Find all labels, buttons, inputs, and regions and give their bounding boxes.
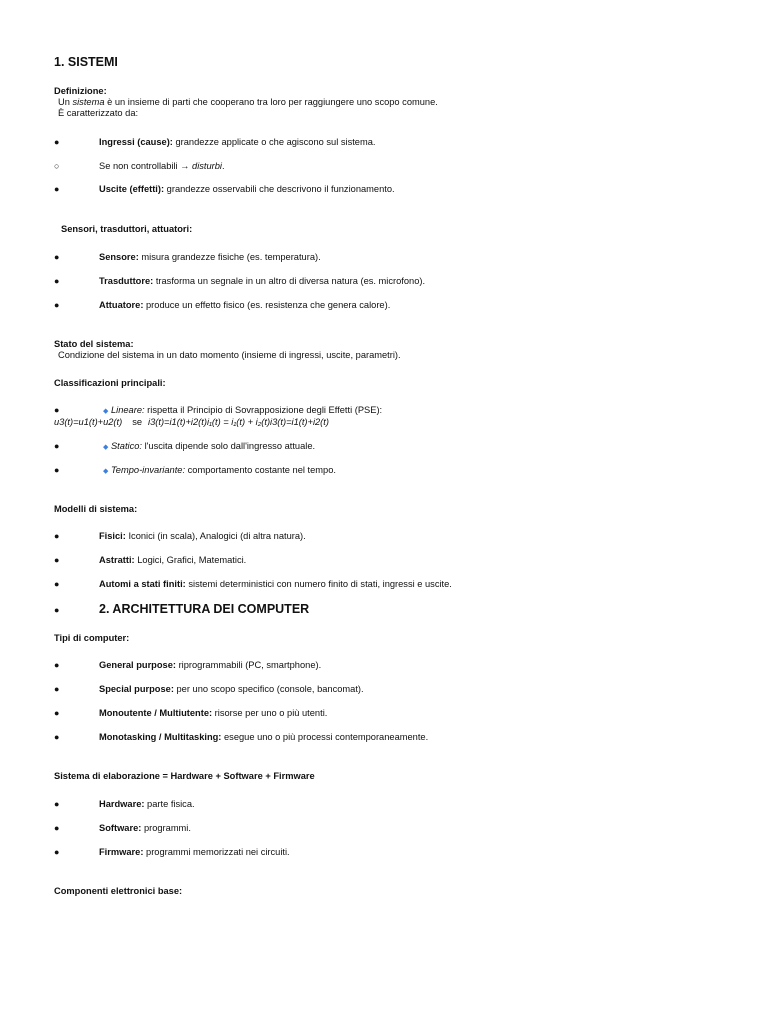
item-text: produce un effetto fisico (es. resistenza che genera calore). [143,300,391,310]
item-bold: Automi a stati finiti: [99,579,186,589]
list-item [103,465,336,477]
list-item [103,441,315,453]
bullet-icon: ● [54,441,60,451]
bullet-icon: ● [54,184,60,194]
item-bold: Software: [99,823,142,833]
item-text: Iconici (in scala), Analogici (di altra natura). [125,531,306,541]
item-bold: Sensore: [99,252,139,262]
item-text: Se non controllabili → [99,161,193,171]
list-item [99,137,375,148]
list-item [99,799,195,810]
text-italic: sistema [72,97,105,107]
bullet-icon: ● [54,555,60,565]
item-text: programmi memorizzati nei circuiti. [143,847,290,857]
bullet-icon: ● [54,276,60,286]
diamond-icon: ◆ [103,444,109,451]
list-item [99,847,290,858]
list-item [99,252,321,263]
item-text: per uno scopo specifico (console, bancomat). [173,684,364,694]
bullet-icon: ● [54,660,60,670]
list-item [99,184,395,195]
item-italic: Lineare: [110,405,145,415]
definizione-line2: È caratterizzato da: [58,108,139,118]
item-text: comportamento costante nel tempo. [185,465,336,475]
bullet-icon: ● [54,300,60,310]
bullet-icon: ● [54,684,60,694]
definizione-heading: Definizione: [54,86,107,96]
item-text: misura grandezze fisiche (es. temperatura). [138,252,321,262]
tipi-heading: Tipi di computer: [54,633,130,643]
list-item [103,405,382,417]
item-italic: disturbi [192,161,223,171]
bullet-icon: ● [54,732,60,742]
stato-text: Condizione del sistema in un dato momento (insieme di ingressi, uscite, parametri). [58,350,401,360]
item-text: sistemi deterministici con numero finito di stati, ingressi e uscite. [185,579,452,589]
item-text: riprogrammabili (PC, smartphone). [175,660,322,670]
bullet-icon: ● [54,605,60,615]
diamond-icon: ◆ [103,408,109,415]
hollow-bullet-icon: ○ [54,161,60,171]
bullet-icon: ● [54,252,60,262]
item-bold: Trasduttore: [99,276,154,286]
bullet-icon: ● [54,465,60,475]
item-bold: Monotasking / Multitasking: [99,732,222,742]
text-span: Un [58,97,73,107]
elaborazione-heading: Sistema di elaborazione = Hardware + Software + Firmware [54,771,315,781]
item-text: esegue uno o più processi contemporaneamente. [221,732,429,742]
list-item [99,161,225,172]
list-item [99,708,327,719]
item-bold: Firmware: [99,847,144,857]
modelli-heading: Modelli di sistema: [54,504,138,514]
list-item [99,300,390,311]
bullet-icon: ● [54,137,60,147]
item-text: rispetta il Principio di Sovrapposizione degli Effetti (PSE): [144,405,383,415]
formula-se: se [132,417,143,427]
item-italic: Statico: [110,441,142,451]
classificazioni-heading: Classificazioni principali: [54,378,166,388]
definizione-line1 [58,97,438,108]
formula-part: i3(t)=i1(t)+i2(t)i₁(t) = i₁(t) + i₂(t)i3(t)=i1(t)+i2(t) [148,417,329,427]
item-text: l'uscita dipende solo dall'ingresso attuale. [142,441,316,451]
componenti-heading: Componenti elettronici base: [54,886,183,896]
list-item [99,823,191,834]
list-item [99,531,306,542]
bullet-icon: ● [54,708,60,718]
bullet-icon: ● [54,531,60,541]
item-italic: Tempo-invariante: [110,465,186,475]
item-text: risorse per uno o più utenti. [212,708,328,718]
item-bold: Monoutente / Multiutente: [99,708,213,718]
item-bold: Special purpose: [99,684,174,694]
item-bold: Uscite (effetti): [99,184,165,194]
bullet-icon: ● [54,799,60,809]
list-item [99,579,452,590]
item-text: grandezze osservabili che descrivono il funzionamento. [164,184,395,194]
bullet-icon: ● [54,579,60,589]
item-text: Logici, Grafici, Matematici. [134,555,247,565]
bullet-icon: ● [54,847,60,857]
diamond-icon: ◆ [103,468,109,475]
bullet-icon: ● [54,823,60,833]
list-item [99,276,425,287]
sensori-heading: Sensori, trasduttori, attuatori: [61,224,193,234]
formula-line [54,417,329,428]
item-bold: Attuatore: [99,300,144,310]
item-text: parte fisica. [144,799,195,809]
list-item [99,684,364,695]
section-title: 1. SISTEMI [54,55,118,69]
item-bold: Hardware: [99,799,145,809]
text-span: è un insieme di parti che cooperano tra loro per raggiungere uno scopo comune. [104,97,438,107]
list-item [99,660,321,671]
bullet-icon: ● [54,405,60,415]
item-text: . [222,161,225,171]
item-text: trasforma un segnale in un altro di diversa natura (es. microfono). [153,276,426,286]
item-text: grandezze applicate o che agiscono sul sistema. [172,137,376,147]
stato-heading: Stato del sistema: [54,339,134,349]
list-item [99,732,428,743]
item-bold: Astratti: [99,555,135,565]
item-bold: Ingressi (cause): [99,137,173,147]
section-title: 2. ARCHITETTURA DEI COMPUTER [99,602,310,616]
item-bold: Fisici: [99,531,126,541]
item-bold: General purpose: [99,660,176,670]
list-item [99,555,246,566]
formula-part: u3(t)=u1(t)+u2(t) [54,417,123,427]
item-text: programmi. [141,823,191,833]
